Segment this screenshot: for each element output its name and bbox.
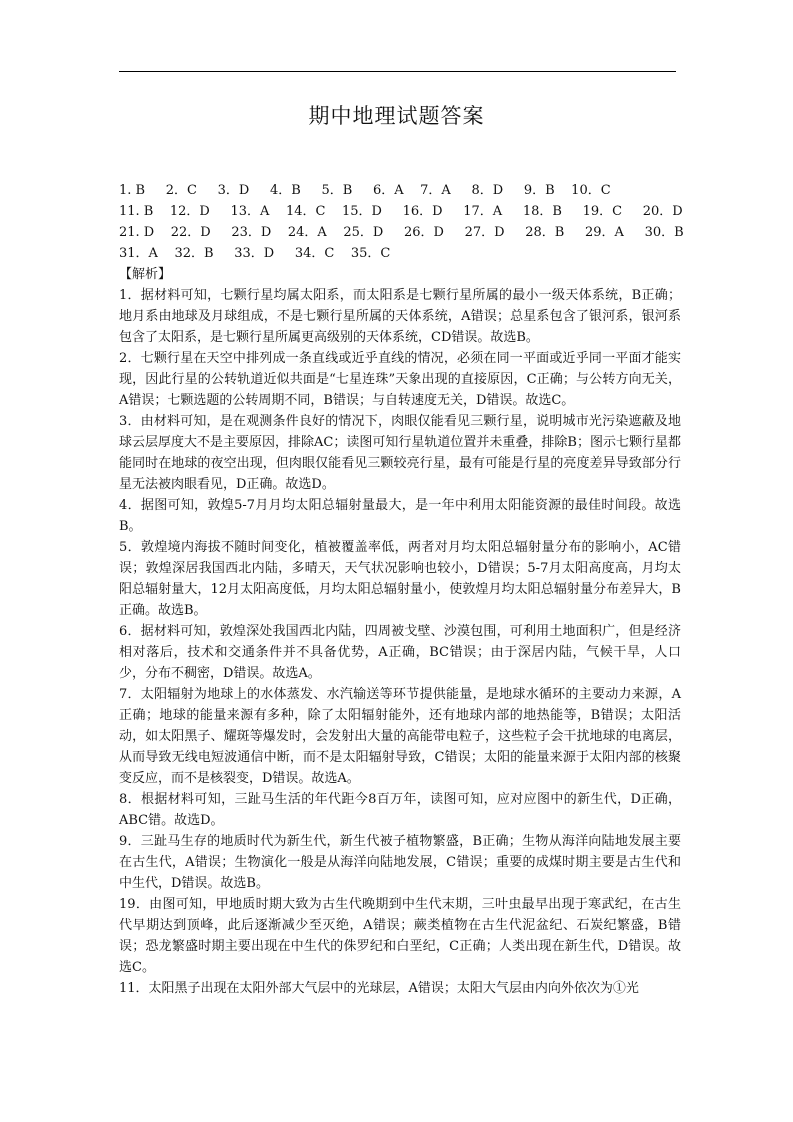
answer-line: 31．A 32．B 33．D 34．C 35．C <box>119 246 391 261</box>
analysis-paragraph: 3．由材料可知，是在观测条件良好的情况下，肉眼仅能看见三颗行星，说明城市光污染遮蔽及地球云层厚度大不是主要原因，排除AC；读图可知行星轨道位置并未重叠，排除B；图示七颗行星都能同时在地球的夜空出现，但肉眼仅能看见三颗较亮行星，最有可能是行星的亮度差异导致部分行星无法被肉眼看见，D正确。故选D。 <box>119 414 681 492</box>
analysis-paragraph: 2．七颗行星在天空中排列成一条直线或近乎直线的情况，必须在同一平面或近乎同一平面才能实现，因此行星的公转轨道近似共面是“七星连珠”天象出现的直接原因，C正确；与公转方向无关，A错误；七颗选题的公转周期不同，B错误；与自转速度无关，D错误。故选C。 <box>119 351 681 408</box>
analysis-paragraph: 11．太阳黑子出现在太阳外部大气层中的光球层，A错误；太阳大气层由内向外依次为①光 <box>119 981 639 996</box>
answer-line: 11. B 12．D 13．A 14．C 15．D 16．D 17．A 18．B 19．C 20．D <box>119 204 683 219</box>
analysis-paragraph: 6．据材料可知，敦煌深处我国西北内陆，四周被戈壁、沙漠包围，可利用土地面积广，但是经济相对落后，技术和交通条件并不具备优势，A正确，BC错误；由于深居内陆，气候干旱，人口少，分布不稠密，D错误。故选A。 <box>119 624 681 681</box>
answer-line: 1. B 2．C 3．D 4．B 5．B 6．A 7．A 8．D 9．B 10．C <box>119 183 611 198</box>
analysis-paragraph: 4．据图可知，敦煌5-7月月均太阳总辐射量最大，是一年中利用太阳能资源的最佳时间段。故选B。 <box>119 498 681 534</box>
answer-key <box>119 180 684 264</box>
analysis-paragraph: 8．根据材料可知，三趾马生活的年代距今8百万年，读图可知，应对应图中的新生代，D正确，ABC错。故选D。 <box>119 792 681 828</box>
page-title: 期中地理试题答案 <box>308 104 485 128</box>
analysis-paragraph: 7．太阳辐射为地球上的水体蒸发、水汽输送等环节提供能量，是地球水循环的主要动力来源，A正确；地球的能量来源有多种，除了太阳辐射能外，还有地球内部的地热能等，B错误；太阳活动，如太阳黑子、耀斑等爆发时，会发射出大量的高能带电粒子，这些粒子会干扰地球的电离层，从而导致无线电短波通信中断，而不是太阳辐射导致，C错误；太阳的能量来源于太阳内部的核聚变反应，而不是核裂变，D错误。故选A。 <box>119 687 681 786</box>
analysis-heading: 【解析】 <box>119 267 172 282</box>
answer-line: 21. D 22．D 23．D 24．A 25．D 26．D 27．D 28．B 29．A 30．B <box>119 225 684 240</box>
analysis-paragraph: 5．敦煌境内海拔不随时间变化，植被覆盖率低，两者对月均太阳总辐射量分布的影响小，AC错误；敦煌深居我国西北内陆，多晴天，天气状况影响也较小，D错误；5-7月太阳高度高，月均太阳总辐射量大，12月太阳高度低，月均太阳总辐射量小，使敦煌月均太阳总辐射量分布差异大，B正确。故选B。 <box>119 540 681 618</box>
analysis-paragraph: 9．三趾马生存的地质时代为新生代，新生代被子植物繁盛，B正确；生物从海洋向陆地发展主要在古生代，A错误；生物演化一般是从海洋向陆地发展，C错误；重要的成煤时期主要是古生代和中生代，D错误。故选B。 <box>119 834 681 891</box>
header-rule <box>119 71 676 72</box>
analysis-paragraph: 19．由图可知，甲地质时期大致为古生代晚期到中生代末期，三叶虫最早出现于寒武纪，在古生代早期达到顶峰，此后逐渐减少至灭绝，A错误；蕨类植物在古生代泥盆纪、石炭纪繁盛，B错误；恐龙繁盛时期主要出现在中生代的侏罗纪和白垩纪，C正确；人类出现在新生代，D错误。故选C。 <box>119 897 681 975</box>
analysis-paragraph: 1．据材料可知，七颗行星均属太阳系，而太阳系是七颗行星所属的最小一级天体系统，B正确；地月系由地球及月球组成，不是七颗行星所属的天体系统，A错误；总星系包含了银河系，银河系包含了太阳系，是七颗行星所属更高级别的天体系统，CD错误。故选B。 <box>119 288 681 345</box>
document-body <box>119 180 684 999</box>
